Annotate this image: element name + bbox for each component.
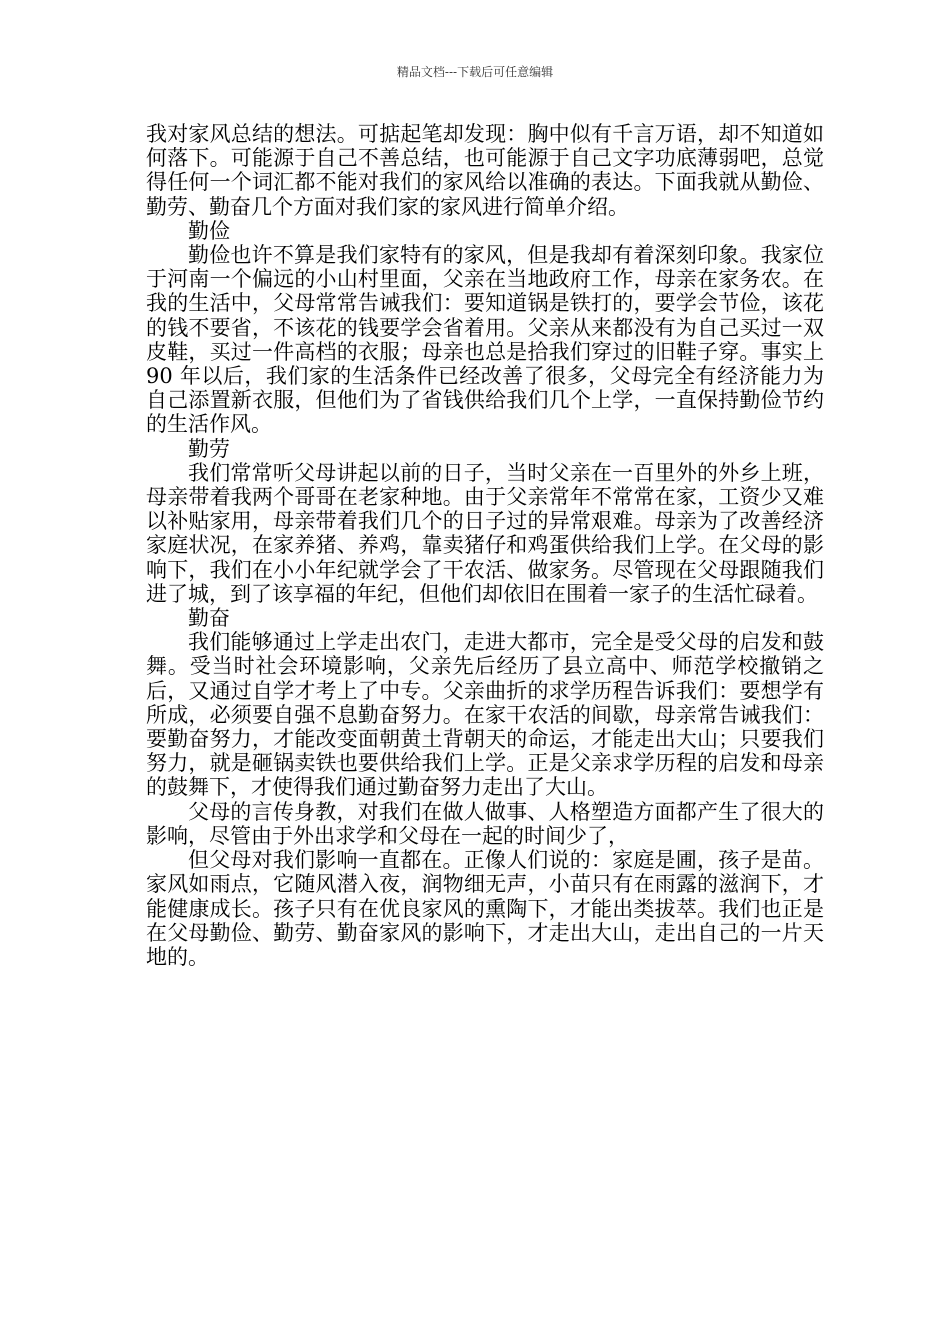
paragraph-qinfen: 我们能够通过上学走出农门，走进大都市，完全是受父母的启发和鼓舞。受当时社会环境影响，父亲先后经历了县立高中、师范学校撤销之后，又通过自学才考上了中专。父亲曲折的求学历程告诉我们：要想学有所成，必须要自强不息勤奋努力。在家干农活的间歇，母亲常告诫我们：要勤奋努力，才能改变面朝黄土背朝天的命运，才能走出大山；只要我们努力，就是砸锅卖铁也要供给我们上学。正是父亲求学历程的启发和母亲的鼓舞下，才使得我们通过勤奋努力走出了大山。 [146, 630, 824, 800]
paragraph-qinlao: 我们常常听父母讲起以前的日子，当时父亲在一百里外的外乡上班，母亲带着我两个哥哥在老家种地。由于父亲常年不常常在家，工资少又难以补贴家用，母亲带着我们几个的日子过的异常艰难。母亲为了改善经济家庭状况，在家养猪、养鸡，靠卖猪仔和鸡蛋供给我们上学。在父母的影响下，我们在小小年纪就学会了干农活、做家务。尽管现在父母跟随我们进了城，到了该享福的年纪，但他们却依旧在围着一家子的生活忙碌着。 [146, 460, 824, 606]
paragraph-intro: 我对家风总结的想法。可掂起笔却发现：胸中似有千言万语，却不知道如何落下。可能源于自己不善总结，也可能源于自己文字功底薄弱吧，总觉得任何一个词汇都不能对我们的家风给以准确的表达。下面我就从勤俭、勤劳、勤奋几个方面对我们家的家风进行简单介绍。 [146, 122, 824, 219]
paragraph-influence: 父母的言传身教，对我们在做人做事、人格塑造方面都产生了很大的影响，尽管由于外出求学和父母在一起的时间少了， [146, 799, 824, 848]
document-body [146, 122, 824, 969]
section-heading-qinjian: 勤俭 [188, 218, 230, 243]
paragraph-conclusion: 但父母对我们影响一直都在。正像人们说的：家庭是圃，孩子是苗。家风如雨点，它随风潜入夜，润物细无声，小苗只有在雨露的滋润下，才能健康成长。孩子只有在优良家风的熏陶下，才能出类拔萃。我们也正是在父母勤俭、勤劳、勤奋家风的影响下，才走出大山，走出自己的一片天地的。 [146, 848, 824, 969]
page-header: 精品文档---下载后可任意编辑 [396, 65, 554, 79]
section-heading-qinfen: 勤奋 [188, 606, 230, 631]
section-heading-qinlao: 勤劳 [188, 436, 230, 461]
paragraph-qinjian: 勤俭也许不算是我们家特有的家风，但是我却有着深刻印象。我家位于河南一个偏远的小山村里面，父亲在当地政府工作，母亲在家务农。在我的生活中，父母常常告诫我们：要知道锅是铁打的，要学会节俭，该花的钱不要省，不该花的钱要学会省着用。父亲从来都没有为自己买过一双皮鞋，买过一件高档的衣服；母亲也总是拾我们穿过的旧鞋子穿。事实上 90 年以后，我们家的生活条件已经改善了很多，父母完全有经济能力为自己添置新衣服，但他们为了省钱供给我们几个上学，一直保持勤俭节约的生活作风。 [146, 243, 824, 437]
